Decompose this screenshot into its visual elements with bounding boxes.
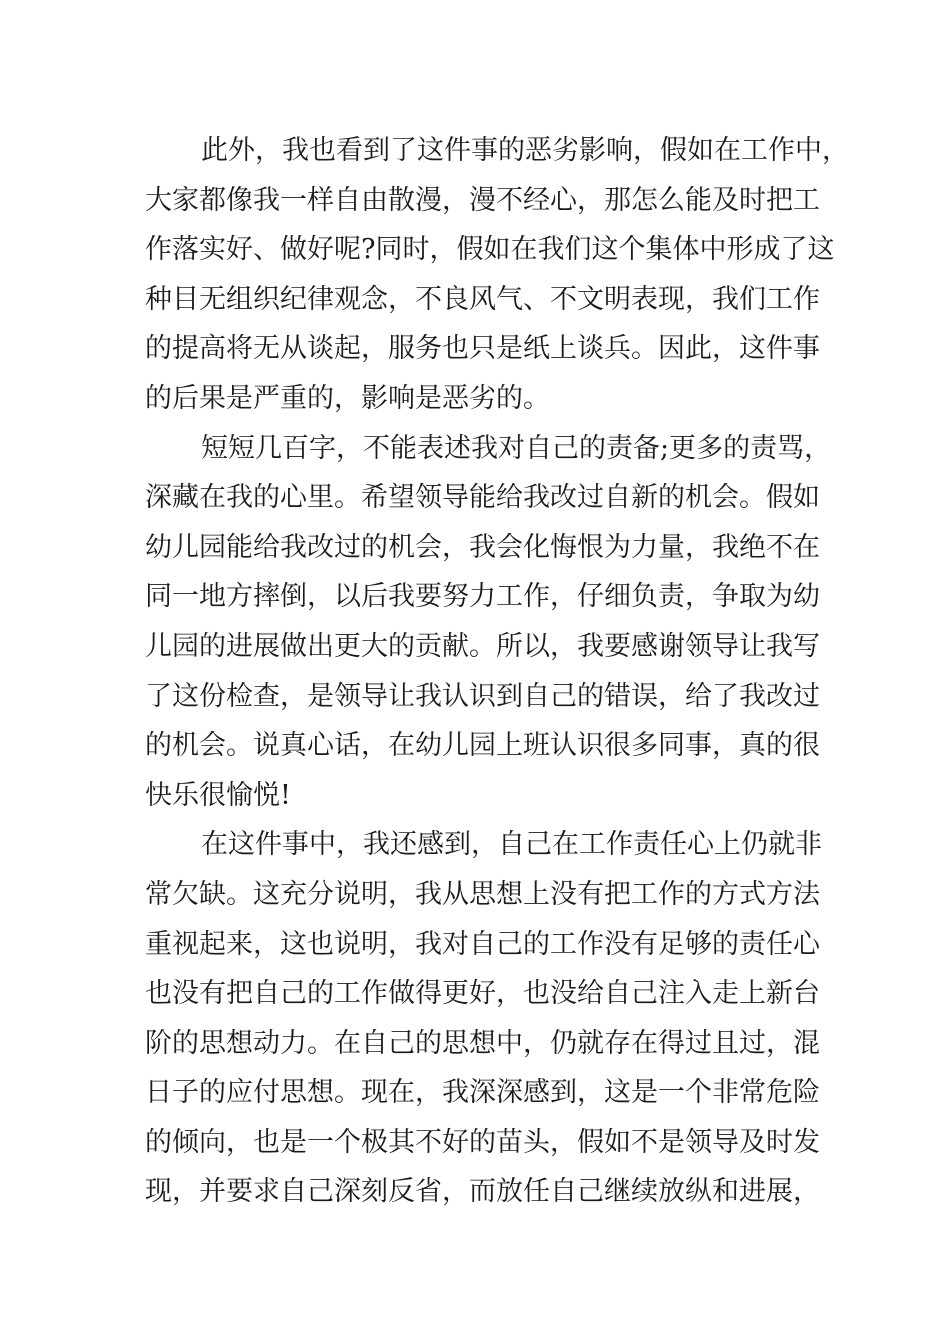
text-line: 的提高将无从谈起，服务也只是纸上谈兵。因此，这件事 bbox=[145, 333, 820, 365]
paragraph-2 bbox=[145, 424, 832, 821]
text-line: 的后果是严重的，影响是恶劣的。 bbox=[145, 382, 550, 414]
text-line: 幼儿园能给我改过的机会，我会化悔恨为力量，我绝不在 bbox=[145, 531, 820, 563]
text-line: 阶的思想动力。在自己的思想中，仍就存在得过且过，混 bbox=[145, 1027, 820, 1059]
text-line: 的机会。说真心话，在幼儿园上班认识很多同事，真的很 bbox=[145, 730, 820, 762]
text-line: 常欠缺。这充分说明，我从思想上没有把工作的方式方法 bbox=[145, 878, 820, 910]
document-body bbox=[145, 126, 849, 1217]
text-line: 短短几百字，不能表述我对自己的责备;更多的责骂， bbox=[201, 432, 832, 464]
text-line: 也没有把自己的工作做得更好，也没给自己注入走上新台 bbox=[145, 978, 820, 1010]
text-line: 种目无组织纪律观念，不良风气、不文明表现，我们工作 bbox=[145, 283, 820, 315]
paragraph-3 bbox=[145, 820, 825, 1217]
text-line: 现，并要求自己深刻反省，而放任自己继续放纵和进展， bbox=[145, 1176, 820, 1208]
text-line: 快乐很愉悦! bbox=[145, 779, 291, 811]
text-line: 在这件事中，我还感到，自己在工作责任心上仍就非 bbox=[201, 829, 822, 861]
text-line: 的倾向，也是一个极其不好的苗头，假如不是领导及时发 bbox=[145, 1126, 820, 1158]
text-line: 儿园的进展做出更大的贡献。所以，我要感谢领导让我写 bbox=[145, 630, 820, 662]
text-line: 了这份检查，是领导让我认识到自己的错误，给了我改过 bbox=[145, 680, 820, 712]
paragraph-1 bbox=[145, 126, 849, 424]
text-line: 作落实好、做好呢?同时，假如在我们这个集体中形成了这 bbox=[145, 234, 835, 266]
text-line: 深藏在我的心里。希望领导能给我改过自新的机会。假如 bbox=[145, 482, 820, 514]
text-line: 同一地方摔倒，以后我要努力工作，仔细负责，争取为幼 bbox=[145, 581, 820, 613]
text-line: 重视起来，这也说明，我对自己的工作没有足够的责任心 bbox=[145, 928, 820, 960]
text-line: 日子的应付思想。现在，我深深感到，这是一个非常危险 bbox=[145, 1077, 820, 1109]
text-line: 此外，我也看到了这件事的恶劣影响，假如在工作中， bbox=[201, 135, 849, 166]
text-line: 大家都像我一样自由散漫，漫不经心，那怎么能及时把工 bbox=[145, 184, 820, 216]
